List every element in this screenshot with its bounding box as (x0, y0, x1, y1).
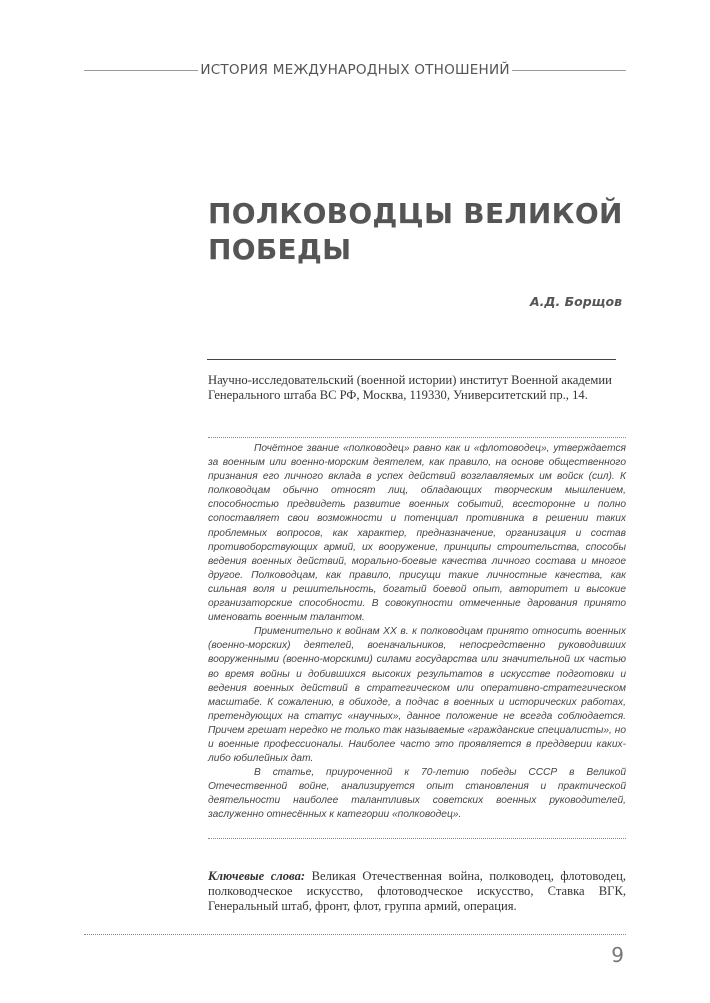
abstract-bottom-divider (208, 838, 626, 839)
article-title-line-1: ПОЛКОВОДЦЫ ВЕЛИКОЙ (208, 197, 623, 230)
affiliation: Научно-исследовательский (военной истории) институт Военной академии Генерального штаба ВС РФ, Москва, 119330, Университетский пр., 14. (208, 373, 612, 402)
abstract-top-divider (208, 437, 626, 438)
keywords-text: Великая Отечественная война, полководец, флотоводец, полководческое искусство, флотоводческое искусство, Ставка ВГК, Генеральный штаб, фронт, флот, группа армий, операция. (208, 869, 627, 913)
page-number: 9 (611, 943, 624, 967)
keywords (208, 869, 626, 914)
header-rule-right (512, 70, 626, 71)
footer-divider (84, 934, 626, 935)
header-rule-left (84, 70, 198, 71)
abstract (208, 442, 626, 823)
article-title (208, 196, 628, 268)
keywords-label: Ключевые слова: (208, 869, 306, 883)
abstract-paragraph: В статье, приуроченной к 70-летию победы СССР в Великой Отечественной войне, анализируется опыт становления и практической деятельности наиболее талантливых советских военных руководителей, заслуженно отнесённых к категории «полководец». (208, 767, 626, 821)
abstract-paragraph: Почётное звание «полководец» равно как и «флотоводец», утверждается за военным или военно-морским деятелем, как правило, на основе общественного признания его личного вклада в успех действий возглавляемых им войск (сил). К полководцам обычно относят лиц, обладающих творческим мышлением, способностью предвидеть развитие военных событий, всесторонне и полно сопоставляет свои возможности и потенциал противника в решении таких проблемных вопросов, как характер, предназначение, организация и состав противоборствующих армий, их вооружение, принципы строительства, способы ведения военных действий, морально-боевые качества личного состава и многое другое. Полководцам, как правило, присущи такие личностные качества, как сильная воля и решительность, богатый боевой опыт, авторитет и высокие организаторские способности. В совокупности отмеченные дарования принято именовать военным талантом. (208, 443, 626, 624)
abstract-paragraph: Применительно к войнам XX в. к полководцам принято относить военных (военно-морских) деятелей, военачальников, непосредственно руководивших вооруженными (военно-морскими) силами государства или значительной их частью во время войны и добившихся высоких результатов в искусстве подготовки и ведения военных действий в стратегическом или оперативно-стратегическом масштабе. К сожалению, в обиходе, а подчас в военных и исторических работах, претендующих на статус «научных», данное положение не всегда соблюдается. Причем грешат нередко не только так называемые «гражданские специалисты», но и военные профессионалы. Наиболее часто это проявляется в преддверии каких-либо юбилейных дат. (208, 626, 626, 765)
running-header (84, 60, 626, 80)
article-title-line-2: ПОБЕДЫ (208, 233, 352, 266)
section-title: ИСТОРИЯ МЕЖДУНАРОДНЫХ ОТНОШЕНИЙ (200, 62, 510, 78)
title-separator (207, 359, 616, 360)
author-name: А.Д. Борщов (529, 294, 622, 309)
